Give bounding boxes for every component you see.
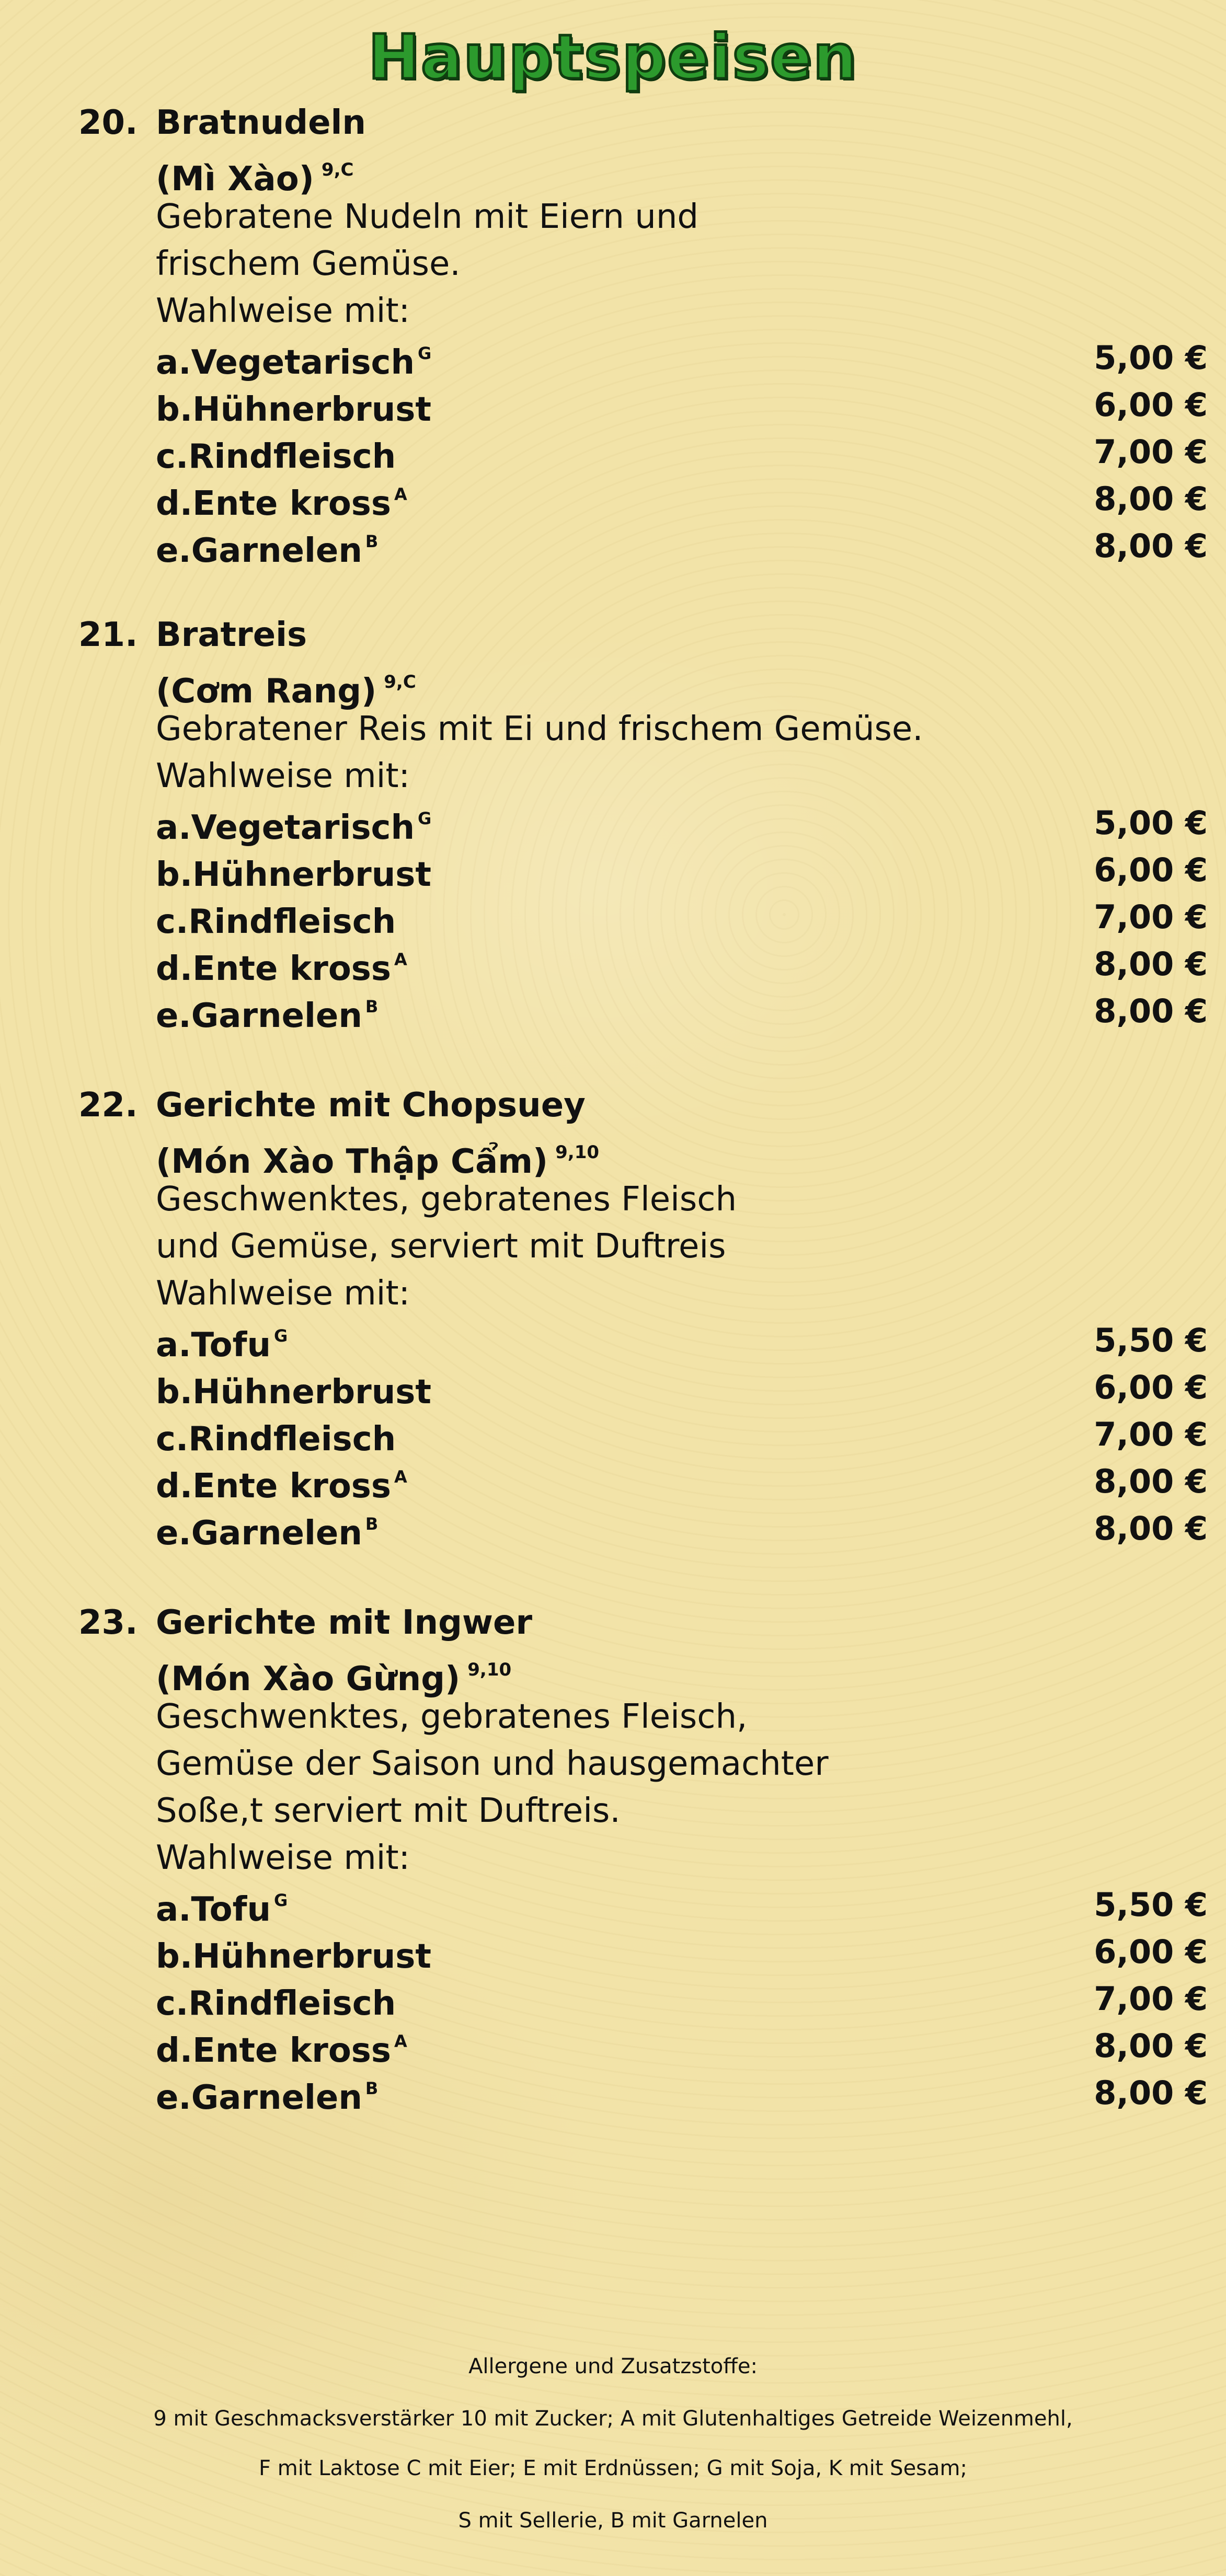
option-mark: B bbox=[365, 997, 379, 1016]
choice-label: Wahlweise mit: bbox=[156, 292, 410, 330]
dish-name: Gerichte mit Ingwer bbox=[156, 1603, 532, 1642]
option-price: 7,00 € bbox=[1094, 433, 1208, 471]
allergen-line: S mit Sellerie, B mit Garnelen bbox=[458, 2509, 768, 2533]
dish-subtitle-line bbox=[78, 659, 1208, 711]
option-label: a.Tofu bbox=[156, 1890, 271, 1929]
option-label: e.Garnelen bbox=[156, 532, 362, 570]
option-price: 5,00 € bbox=[1094, 804, 1208, 842]
dish-subtitle-line bbox=[78, 1129, 1208, 1181]
option-price: 8,00 € bbox=[1094, 1509, 1208, 1547]
option-price: 5,00 € bbox=[1094, 339, 1208, 377]
option-label: e.Garnelen bbox=[156, 997, 362, 1035]
option-row bbox=[78, 429, 1208, 476]
option-mark: G bbox=[418, 808, 432, 828]
option-row bbox=[78, 476, 1208, 523]
option-row bbox=[78, 382, 1208, 429]
option-label: a.Vegetarisch bbox=[156, 343, 415, 382]
option-mark: A bbox=[394, 484, 407, 504]
option-label: b.Hühnerbrust bbox=[156, 1937, 431, 1976]
option-label: d.Ente kross bbox=[156, 2031, 391, 2070]
option-mark: B bbox=[365, 2078, 379, 2098]
dish-number: 20. bbox=[78, 103, 138, 142]
option-price: 8,00 € bbox=[1094, 527, 1208, 565]
option-mark: A bbox=[394, 2031, 407, 2051]
dish-section-23 bbox=[78, 1599, 1208, 2117]
dish-name: Bratreis bbox=[156, 616, 307, 654]
choice-label: Wahlweise mit: bbox=[156, 1839, 410, 1877]
option-price: 8,00 € bbox=[1094, 2074, 1208, 2112]
dish-section-22 bbox=[78, 1082, 1208, 1552]
dish-section-20 bbox=[78, 99, 1208, 570]
dish-subtitle: (Mì Xào) bbox=[156, 160, 314, 199]
page-title: Hauptspeisen bbox=[368, 21, 858, 93]
option-label: e.Garnelen bbox=[156, 2078, 362, 2117]
option-label: c.Rindfleisch bbox=[156, 903, 396, 941]
option-row bbox=[78, 894, 1208, 941]
option-label: c.Rindfleisch bbox=[156, 437, 396, 476]
dish-description-line: Geschwenktes, gebratenes Fleisch, bbox=[156, 1697, 748, 1736]
dish-heading bbox=[78, 1599, 1208, 1646]
dish-heading bbox=[78, 99, 1208, 146]
option-label: d.Ente kross bbox=[156, 1467, 391, 1506]
dish-subtitle: (Món Xào Gừng) bbox=[156, 1660, 461, 1699]
dish-description-line: Gemüse der Saison und hausgemachter bbox=[156, 1745, 829, 1783]
option-row bbox=[78, 988, 1208, 1035]
option-mark: A bbox=[394, 950, 407, 969]
option-price: 7,00 € bbox=[1094, 898, 1208, 936]
dish-name: Gerichte mit Chopsuey bbox=[156, 1086, 586, 1125]
option-row bbox=[78, 1881, 1208, 1928]
allergen-line: F mit Laktose C mit Eier; E mit Erdnüssen; G mit Soja, K mit Sesam; bbox=[259, 2456, 967, 2480]
dish-description-line: Gebratener Reis mit Ei und frischem Gemüse. bbox=[156, 710, 923, 748]
option-mark: A bbox=[394, 1467, 407, 1487]
option-row bbox=[78, 334, 1208, 382]
dish-subtitle: (Món Xào Thập Cẩm) bbox=[156, 1142, 548, 1181]
option-price: 5,50 € bbox=[1094, 1886, 1208, 1924]
dish-subtitle-line bbox=[78, 146, 1208, 199]
option-label: b.Hühnerbrust bbox=[156, 390, 431, 429]
option-mark: B bbox=[365, 532, 379, 551]
dish-heading bbox=[78, 611, 1208, 659]
dish-description-line: Gebratene Nudeln mit Eiern und bbox=[156, 198, 698, 236]
option-price: 8,00 € bbox=[1094, 2027, 1208, 2065]
option-row bbox=[78, 2023, 1208, 2070]
option-price: 8,00 € bbox=[1094, 992, 1208, 1030]
choice-label: Wahlweise mit: bbox=[156, 1274, 410, 1313]
dish-description-line: und Gemüse, serviert mit Duftreis bbox=[156, 1227, 726, 1266]
option-row bbox=[78, 1976, 1208, 2023]
option-row bbox=[78, 1928, 1208, 1976]
option-mark: G bbox=[274, 1890, 288, 1910]
option-row bbox=[78, 941, 1208, 988]
option-price: 8,00 € bbox=[1094, 945, 1208, 983]
option-row bbox=[78, 523, 1208, 570]
option-price: 6,00 € bbox=[1094, 1933, 1208, 1971]
dish-number: 23. bbox=[78, 1603, 138, 1642]
option-label: a.Tofu bbox=[156, 1326, 271, 1365]
dish-name: Bratnudeln bbox=[156, 103, 366, 142]
option-price: 6,00 € bbox=[1094, 851, 1208, 889]
dish-description-line: frischem Gemüse. bbox=[156, 245, 461, 283]
option-row bbox=[78, 1505, 1208, 1552]
option-price: 7,00 € bbox=[1094, 1415, 1208, 1453]
option-mark: B bbox=[365, 1514, 379, 1534]
option-label: d.Ente kross bbox=[156, 484, 391, 523]
option-row bbox=[78, 1411, 1208, 1458]
option-label: d.Ente kross bbox=[156, 950, 391, 988]
choice-label: Wahlweise mit: bbox=[156, 757, 410, 795]
option-label: c.Rindfleisch bbox=[156, 1420, 396, 1459]
option-row bbox=[78, 1317, 1208, 1364]
option-price: 6,00 € bbox=[1094, 1368, 1208, 1406]
option-price: 5,50 € bbox=[1094, 1321, 1208, 1359]
option-row bbox=[78, 847, 1208, 894]
option-label: e.Garnelen bbox=[156, 1514, 362, 1553]
dish-number: 21. bbox=[78, 616, 138, 654]
dish-section-21 bbox=[78, 611, 1208, 1035]
allergen-codes: 9,10 bbox=[555, 1142, 600, 1163]
allergen-line: 9 mit Geschmacksverstärker 10 mit Zucker; A mit Glutenhaltiges Getreide Weizenmehl, bbox=[153, 2407, 1073, 2431]
dish-heading bbox=[78, 1082, 1208, 1129]
dish-description-line: Soße,t serviert mit Duftreis. bbox=[156, 1792, 621, 1830]
allergen-codes: 9,10 bbox=[467, 1659, 512, 1680]
option-row bbox=[78, 800, 1208, 847]
option-row bbox=[78, 2070, 1208, 2117]
allergen-codes: 9,C bbox=[321, 159, 354, 180]
option-label: a.Vegetarisch bbox=[156, 808, 415, 847]
dish-description-line: Geschwenktes, gebratenes Fleisch bbox=[156, 1180, 737, 1219]
option-price: 7,00 € bbox=[1094, 1980, 1208, 2018]
option-row bbox=[78, 1364, 1208, 1411]
option-label: b.Hühnerbrust bbox=[156, 1373, 431, 1412]
option-mark: G bbox=[274, 1326, 288, 1346]
option-price: 8,00 € bbox=[1094, 1462, 1208, 1500]
allergen-heading: Allergene und Zusatzstoffe: bbox=[468, 2354, 758, 2378]
allergen-codes: 9,C bbox=[384, 672, 416, 692]
dish-subtitle: (Cơm Rang) bbox=[156, 672, 377, 711]
dish-subtitle-line bbox=[78, 1646, 1208, 1699]
option-price: 6,00 € bbox=[1094, 386, 1208, 424]
option-row bbox=[78, 1458, 1208, 1505]
option-label: b.Hühnerbrust bbox=[156, 856, 431, 894]
option-label: c.Rindfleisch bbox=[156, 1984, 396, 2023]
dish-number: 22. bbox=[78, 1086, 138, 1125]
option-price: 8,00 € bbox=[1094, 480, 1208, 518]
option-mark: G bbox=[418, 343, 432, 363]
